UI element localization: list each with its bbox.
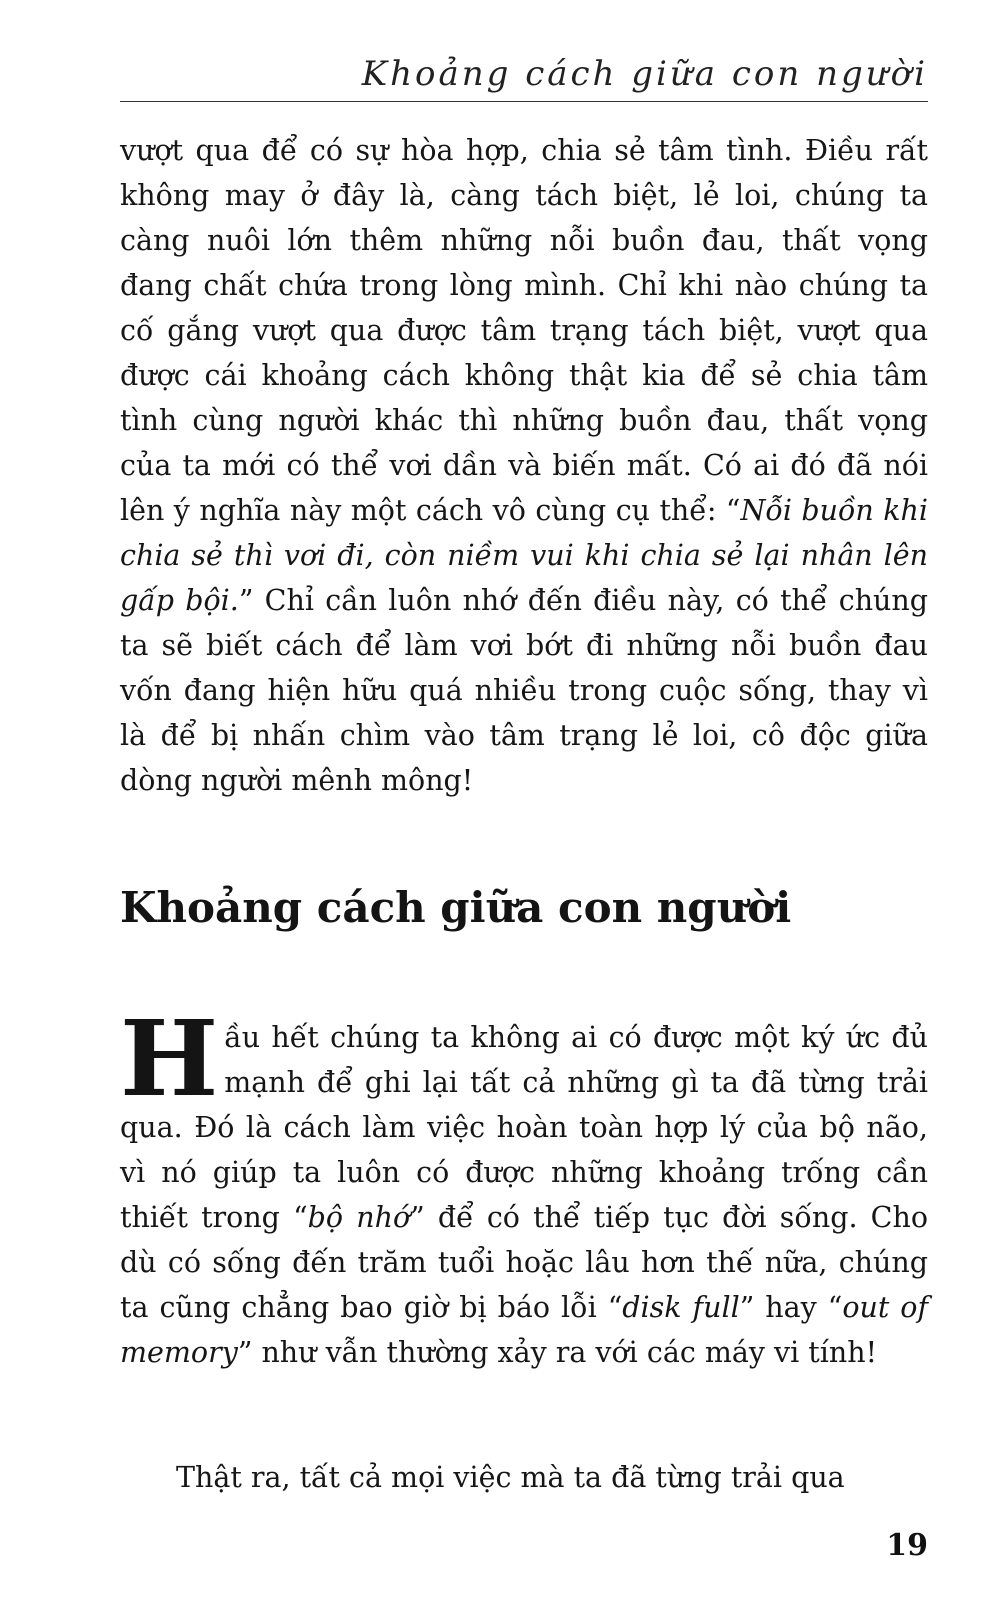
paragraph-text: ” hay “	[739, 1291, 843, 1324]
paragraph-text: vượt qua để có sự hòa hợp, chia sẻ tâm tình. Điều rất không may ở đây là, càng tách biệt, lẻ loi, chúng ta càng nuôi lớn thêm những nỗi buồn đau, thất vọng đang chất chứa trong lòng mình. Chỉ khi nào chúng ta cố gắng vượt qua được tâm trạng tách biệt, vượt qua được cái khoảng cách không thật kia để sẻ chia tâm tình cùng người khác thì những buồn đau, thất vọng của ta mới có thể vơi dần và biến mất. Có ai đó đã nói lên ý nghĩa này một cách vô cùng cụ thể: “	[120, 134, 928, 527]
running-head: Khoảng cách giữa con người	[361, 54, 928, 94]
page-number: 19	[886, 1528, 928, 1563]
paragraph-opening	[120, 997, 928, 1375]
paragraph-next	[120, 1455, 928, 1500]
drop-cap: H	[120, 997, 219, 1120]
italic-term: out of memory	[120, 1291, 928, 1369]
paragraph-text: ” để có thể tiếp tục đời sống. Cho dù có sống đến trăm tuổi hoặc lâu hơn thế nữa, chúng ta cũng chẳng bao giờ bị báo lỗi “	[120, 1201, 928, 1324]
paragraph-text: ” như vẫn thường xảy ra với các máy vi tính!	[237, 1336, 878, 1369]
section-heading: Khoảng cách giữa con người	[120, 883, 792, 932]
italic-term: bộ nhớ	[307, 1201, 411, 1234]
quote-italic: Nỗi buồn khi chia sẻ thì vơi đi, còn niềm vui khi chia sẻ lại nhân lên gấp bội.	[120, 494, 928, 617]
paragraph-text: ” Chỉ cần luôn nhớ đến điều này, có thể chúng ta sẽ biết cách để làm vơi bớt đi những nỗi buồn đau vốn đang hiện hữu quá nhiều trong cuộc sống, thay vì là để bị nhấn chìm vào tâm trạng lẻ loi, cô độc giữa dòng người mênh mông!	[120, 584, 928, 797]
paragraph-text: ầu hết chúng ta không ai có được một ký ức đủ mạnh để ghi lại tất cả những gì ta đã từng trải qua. Đó là cách làm việc hoàn toàn hợp lý của bộ não, vì nó giúp ta luôn có được những khoảng trống cần thiết trong “	[120, 1021, 928, 1234]
italic-term: disk full	[622, 1291, 740, 1324]
header-rule	[120, 101, 928, 102]
paragraph-continued	[120, 128, 928, 803]
paragraph-text: Thật ra, tất cả mọi việc mà ta đã từng trải qua	[176, 1461, 845, 1494]
